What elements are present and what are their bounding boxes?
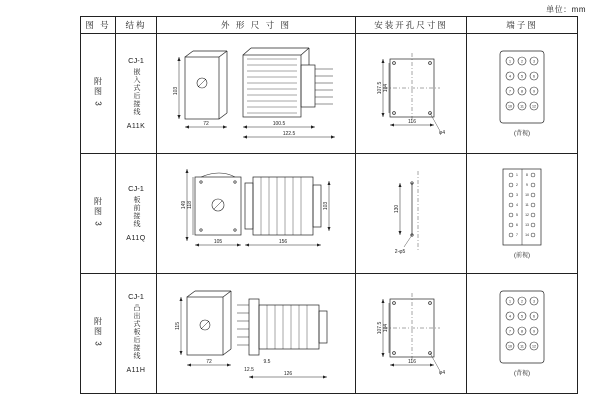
cell-jiegou — [116, 34, 157, 154]
svg-text:11: 11 — [520, 343, 524, 348]
svg-text:10: 10 — [525, 192, 529, 197]
cell-outline-drawing — [157, 154, 356, 274]
cell-jiegou — [116, 274, 157, 394]
svg-text:13: 13 — [525, 222, 529, 227]
svg-text:118: 118 — [187, 200, 193, 209]
svg-text:12.5: 12.5 — [244, 366, 254, 373]
terminal-caption-2: (前视) — [514, 252, 530, 259]
header-outline: 外 形 尺 寸 图 — [157, 17, 356, 34]
svg-text:12: 12 — [532, 103, 536, 108]
svg-text:4: 4 — [516, 202, 518, 207]
svg-text:72: 72 — [206, 358, 212, 365]
svg-text:130: 130 — [394, 204, 400, 213]
cell-terminal-drawing — [467, 34, 578, 154]
outline-drawing-3 — [157, 275, 355, 393]
svg-text:3: 3 — [533, 58, 535, 63]
svg-text:104: 104 — [383, 83, 389, 92]
spec-table — [80, 16, 578, 394]
header-jiegou: 结构 — [116, 17, 157, 34]
svg-text:φ4: φ4 — [438, 369, 446, 376]
svg-text:2: 2 — [521, 58, 523, 63]
terminal-drawing-2 — [467, 155, 577, 273]
svg-text:1: 1 — [509, 58, 511, 63]
svg-text:8: 8 — [521, 88, 523, 93]
svg-text:7: 7 — [509, 88, 511, 93]
terminal-caption-3: (背视) — [514, 370, 530, 377]
cell-mounting-drawing — [356, 34, 467, 154]
cell-tuhao — [81, 154, 116, 274]
svg-text:122.5: 122.5 — [282, 130, 296, 137]
cell-jiegou — [116, 154, 157, 274]
svg-text:156: 156 — [278, 238, 288, 245]
table-row — [81, 34, 578, 154]
svg-text:6: 6 — [533, 73, 535, 78]
table-body — [81, 34, 578, 394]
svg-text:149: 149 — [181, 200, 187, 209]
terminal-drawing-3 — [467, 275, 577, 393]
svg-text:104: 104 — [383, 323, 389, 332]
jiegou-code: A11K — [126, 122, 146, 130]
svg-text:116: 116 — [408, 118, 416, 125]
jiegou-desc: 嵌入式后接线 — [133, 67, 140, 116]
svg-text:107.5: 107.5 — [377, 321, 383, 334]
svg-text:5: 5 — [516, 212, 518, 217]
jiegou-code: A11H — [126, 366, 146, 374]
svg-text:7: 7 — [509, 328, 511, 333]
cell-mounting-drawing — [356, 274, 467, 394]
cell-outline-drawing — [157, 34, 356, 154]
outline-drawing-1 — [157, 35, 355, 153]
svg-text:10: 10 — [508, 343, 512, 348]
svg-text:14: 14 — [525, 232, 529, 237]
svg-text:1: 1 — [509, 298, 511, 303]
mounting-drawing-2 — [356, 155, 466, 273]
svg-text:4: 4 — [509, 313, 511, 318]
tuhao-label: 附图 3 — [93, 76, 103, 108]
svg-text:10: 10 — [508, 103, 512, 108]
outline-drawing-2 — [157, 155, 355, 273]
svg-text:115: 115 — [175, 321, 181, 330]
jiegou-desc: 凸出式板后接线 — [133, 303, 140, 360]
cell-mounting-drawing — [356, 154, 467, 274]
jiegou-model: CJ-1 — [128, 291, 144, 301]
svg-text:2: 2 — [516, 182, 518, 187]
jiegou-model: CJ-1 — [128, 55, 144, 65]
table-row — [81, 154, 578, 274]
header-terminal: 端子图 — [467, 17, 578, 34]
terminal-caption-1: (背视) — [514, 130, 530, 137]
svg-text:100.5: 100.5 — [272, 120, 286, 127]
mounting-drawing-1 — [356, 35, 466, 153]
svg-text:12: 12 — [532, 343, 536, 348]
svg-text:105: 105 — [213, 238, 223, 245]
svg-text:8: 8 — [526, 172, 528, 177]
svg-text:3: 3 — [533, 298, 535, 303]
svg-text:2: 2 — [521, 298, 523, 303]
svg-text:2-φ5: 2-φ5 — [394, 248, 406, 255]
svg-text:12: 12 — [525, 212, 529, 217]
tuhao-label: 附图 3 — [93, 316, 103, 348]
svg-text:103: 103 — [323, 201, 329, 210]
svg-text:5: 5 — [521, 73, 523, 78]
svg-text:9: 9 — [526, 182, 528, 187]
table-row — [81, 274, 578, 394]
table-header-row — [81, 17, 578, 34]
jiegou-model: CJ-1 — [128, 183, 144, 193]
svg-text:107.5: 107.5 — [377, 81, 383, 94]
svg-text:φ4: φ4 — [438, 129, 446, 136]
svg-text:3: 3 — [516, 192, 518, 197]
svg-text:1: 1 — [516, 172, 518, 177]
unit-note: 单位：mm — [546, 5, 586, 14]
jiegou-code: A11Q — [126, 234, 146, 242]
svg-text:72: 72 — [203, 120, 209, 127]
cell-terminal-drawing — [467, 154, 578, 274]
svg-text:6: 6 — [516, 222, 518, 227]
tuhao-label: 附图 3 — [93, 196, 103, 228]
svg-text:126: 126 — [283, 370, 293, 377]
table-header — [81, 17, 578, 34]
svg-text:8: 8 — [521, 328, 523, 333]
cell-outline-drawing — [157, 274, 356, 394]
cell-tuhao — [81, 34, 116, 154]
cell-terminal-drawing — [467, 274, 578, 394]
svg-text:4: 4 — [509, 73, 511, 78]
svg-text:5: 5 — [521, 313, 523, 318]
svg-text:6: 6 — [533, 313, 535, 318]
header-mounting: 安装开孔尺寸图 — [356, 17, 467, 34]
svg-text:11: 11 — [525, 202, 529, 207]
svg-text:103: 103 — [173, 86, 179, 95]
cell-tuhao — [81, 274, 116, 394]
header-tuhao: 图 号 — [81, 17, 116, 34]
terminal-drawing-1 — [467, 35, 577, 153]
svg-text:9.5: 9.5 — [263, 358, 271, 365]
jiegou-desc: 板前接线 — [133, 195, 140, 228]
svg-text:116: 116 — [408, 358, 416, 365]
svg-text:11: 11 — [520, 103, 524, 108]
svg-text:9: 9 — [533, 88, 535, 93]
svg-text:7: 7 — [516, 232, 518, 237]
mounting-drawing-3 — [356, 275, 466, 393]
svg-text:9: 9 — [533, 328, 535, 333]
